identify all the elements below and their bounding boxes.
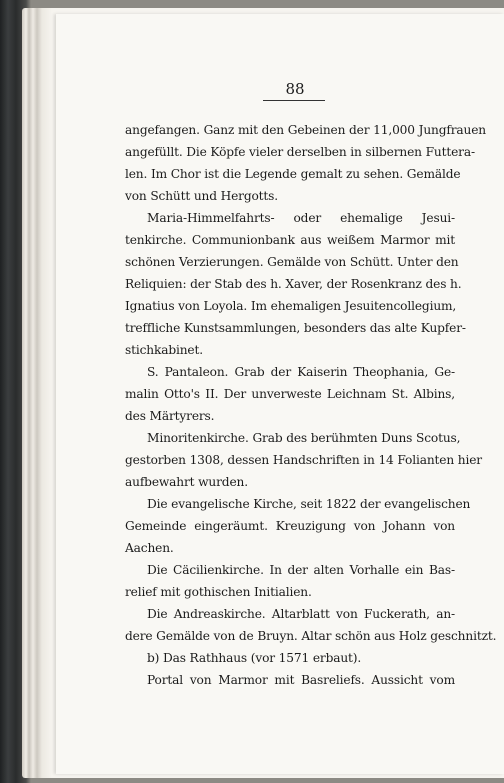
text-line: Maria-Himmelfahrts- oder ehemalige Jesui- [147, 211, 455, 225]
text-line: malin Otto's II. Der unverweste Leichnam St. Albins, [125, 387, 455, 401]
text-line: Die Andreaskirche. Altarblatt von Fuckerath, an- [147, 607, 455, 621]
text-line: treffliche Kunstsammlungen, besonders das alte Kupfer- [125, 321, 466, 335]
text-line: Aachen. [125, 541, 174, 555]
text-line: des Märtyrers. [125, 409, 215, 423]
text-line: angefüllt. Die Köpfe vieler derselben in silbernen Futtera- [125, 145, 475, 159]
text-line: S. Pantaleon. Grab der Kaiserin Theophania, Ge- [147, 365, 455, 379]
text-line: aufbewahrt wurden. [125, 475, 248, 489]
text-line: dere Gemälde von de Bruyn. Altar schön aus Holz geschnitzt. [125, 629, 497, 643]
section-heading: b) Das Rathhaus (vor 1571 erbaut). [147, 651, 362, 665]
text-line: angefangen. Ganz mit den Gebeinen der 11,000 Jungfrauen [125, 123, 487, 137]
text-line: tenkirche. Communionbank aus weißem Marmor mit [125, 233, 455, 247]
page-number: 88 [285, 80, 305, 98]
text-line: Die Cäcilienkirche. In der alten Vorhalle ein Bas- [147, 563, 455, 577]
text-line: schönen Verzierungen. Gemälde von Schütt. Unter den [125, 255, 459, 269]
text-line: von Schütt und Hergotts. [125, 189, 278, 203]
text-line: Ignatius von Loyola. Im ehemaligen Jesuitencollegium, [125, 299, 457, 313]
text-line: Gemeinde eingeräumt. Kreuzigung von Johann von [125, 519, 455, 533]
text-line: stichkabinet. [125, 343, 203, 357]
text-line: Portal von Marmor mit Basreliefs. Aussicht vom [147, 673, 455, 687]
text-line: gestorben 1308, dessen Handschriften in 14 Folianten hier [125, 453, 482, 467]
text-line: len. Im Chor ist die Legende gemalt zu sehen. Gemälde [125, 167, 461, 181]
text-line: relief mit gothischen Initialien. [125, 585, 312, 599]
text-line: Minoritenkirche. Grab des berühmten Duns Scotus, [147, 431, 461, 445]
text-line: Reliquien: der Stab des h. Xaver, der Rosenkranz des h. [125, 277, 462, 291]
text-line: Die evangelische Kirche, seit 1822 der evangelischen [147, 497, 471, 511]
page-number-rule [263, 100, 325, 101]
